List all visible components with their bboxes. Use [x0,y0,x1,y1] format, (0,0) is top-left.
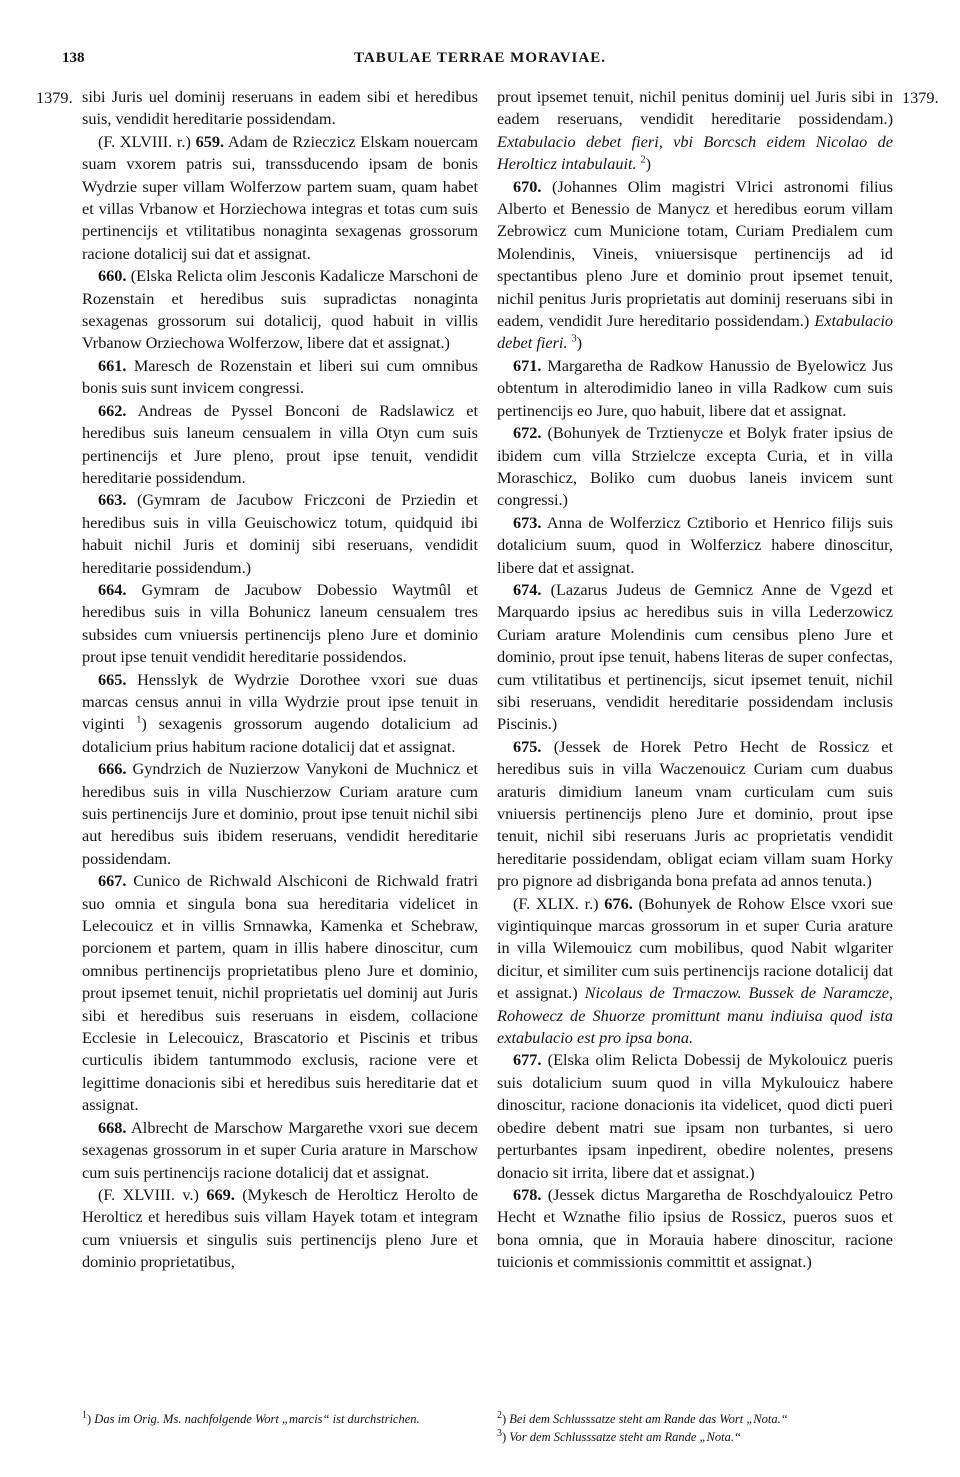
footnote-paren: ) [502,1430,510,1444]
entry-663 [82,489,478,579]
entry-number: 672. [513,423,542,443]
entry-number: 677. [513,1050,542,1070]
margin-year-right: 1379. [902,88,939,107]
entry-669 [82,1184,478,1274]
entry-677 [497,1049,893,1183]
entry-number: 674. [513,579,542,599]
entry-number: 669. [206,1184,235,1204]
entry-text: (Jessek de Horek Petro Hecht de Rossicz et heredibus suis in villa Waczenouicz Curiam cum duabus araturis dimidium laneum vnam curticulam cum suis vniuersis pertinencijs pleno Jure et dominio, prout ipse tenuit, nichil sibi reseruans Juris ac proprietatis vendidit hereditarie possidendam, obligat eciam villam suam Horky pro pignore ad disbriganda bona prefata ad annos tenuta.) [497,736,894,891]
footnotes-right [497,1410,897,1446]
entry-number: 678. [513,1184,542,1204]
right-column [497,86,893,1274]
entry-text: Cunico de Richwald Alschiconi de Richwald fratri suo omnia et singula bona sua hereditaria videlicet in Lelecouicz et in villis Srnnawka, Kamenka et Schebraw, porcionem et partem, quam in illis habere dinoscitur, cum omnibus pertinencijs proprietatibus pleno Jure et dominio, prout ipsemet tenuit, nichil proprietatis uel dominij aut Juris sibi et heredibus suis reseruans in eisdem, collacione Ecclesie in Lelecouicz, Brascatorio et Piscinis et tribus curticulis ibidem tantummodo exclusis, racione vere et legittime donacionis sibi et heredibus suis hereditarie dat et assignat. [82,871,478,1115]
paragraph-continuation [497,86,893,176]
left-column [82,86,478,1274]
entry-661 [82,355,478,400]
page-number: 138 [62,50,85,66]
entry-676 [497,893,893,1050]
entry-text: (Elska olim Relicta Dobessij de Mykolouicz pueris suis dotalicium suum quod in villa Mykulouicz habere dinoscitur, racione donacionis ita videlicet, quod dicti pueri obedire debent matri sue ipsam non turbantes, si uero perturbantes ipsam inpedirent, obedire nolentes, presens donacio sit irrita, libere dat et assignat.) [497,1050,894,1182]
margin-year-left: 1379. [36,88,73,107]
entry-text: Adam de Rzieczicz Elskam nouercam suam vxorem patris sui, transsducendo ipsam de bonis Wydrzie super villam Wolferzow partem suam, quam habet et villas Vrbanow et Horziechowa integras et totas cum suis pertinencijs et vtilitatibus nonaginta sexagenas grossorum racione dotalicij sui dat et assignat. [82,131,478,263]
entry-number: 667. [98,871,127,891]
entry-659 [82,131,478,265]
folio-reference: (F. XLVIII. v.) [98,1184,199,1204]
entry-678 [497,1184,893,1274]
footnote-marker: 2 [640,154,646,166]
entry-number: 660. [98,266,127,286]
entry-666 [82,758,478,870]
editorial-note: Nicolaus de Trmaczow. Bussek de Naramcze, Rohowecz de Shuorze promittunt manu indiuisa quod ista extabulacio est pro ipsa bona. [497,983,893,1048]
footnote-marker: 3 [571,334,577,346]
folio-reference: (F. XLIX. r.) [513,893,599,913]
footnote-marker: 3 [497,1427,502,1439]
entry-number: 663. [98,490,127,510]
entry-text: (Lazarus Judeus de Gemnicz Anne de Vgezd et Marquardo ipsius ac heredibus suis in villa Lederzowicz Curiam arature Molendinis cum censibus pleno Jure et dominio, prout ipse tenuit, habens literas de super confectas, cum vtilitatibus et pertinencijs, sicut ipsemet tenuit, nichil sibi reseruans, vendidit hereditarie possidendam inclusis Piscinis.) [497,579,893,734]
footnote-text: Vor dem Schlusssatze steht am Rande „Nota.“ [509,1430,741,1444]
footnotes-left [82,1410,486,1428]
entry-number: 670. [513,176,542,196]
entry-text: (Elska Relicta olim Jesconis Kadalicze Marschoni de Rozenstain et heredibus suis supradictas nonaginta sexagenas grossorum sui dotalicij, quod habuit in villis Vrbanow Orziechowa Wolferzow, libere dat et assignat.) [82,266,478,353]
folio-reference: (F. XLVIII. r.) [98,131,191,151]
entry-671 [497,355,893,422]
footnote-marker: 1 [82,1409,87,1421]
entry-number: 661. [98,355,127,375]
entry-text: Gyndrzich de Nuzierzow Vanykoni de Muchnicz et heredibus suis in villa Nuschierzow Curiam arature cum suis pertinencijs Jure et dominio, prout ipse tenuit nichil sibi aut heredibus suis ibidem reseruans, vendidit hereditarie possidendam. [82,759,478,868]
closing-paren: ) [645,154,652,174]
paragraph-continuation: sibi Juris uel dominij reseruans in eadem sibi et heredibus suis, vendidit hereditarie possidendam. [82,87,478,129]
entry-text: Albrecht de Marschow Margarethe vxori sue decem sexagenas grossorum in et super Curia arature in Marschow cum suis pertinencijs racione dotalicij dat et assignat. [82,1117,478,1182]
entry-664 [82,579,478,669]
entry-text: (Jessek dictus Margaretha de Roschdyalouicz Petro Hecht et Wznathe filio ipsius de Rossicz, pueros suos et bona omnia, que in Morauia habere dinoscitur, racione tuicionis et commissionis committit et assignat.) [497,1184,893,1272]
entry-text: (Johannes Olim magistri Vlrici astronomi filius Alberto et Benessio de Manycz et heredibus eorum villam Zebrowicz cum Municione totam, Curiam Predialem cum Molendinis, Vineis, vniuersisque pertinencijs ad id spectantibus pleno Jure et dominio prout ipsemet tenuit, nichil penitus Juris proprietatis aut dominij reseruans sibi in eadem, vendidit Jure hereditario possidendam.) [497,176,893,331]
entry-text: ) sexagenis grossorum augendo dotalicium ad dotalicium prius habitum racione dotalicij dat et assignat. [82,714,478,756]
entry-673 [497,512,893,579]
entry-number: 664. [98,579,127,599]
entry-text: Margaretha de Radkow Hanussio de Byelowicz Jus obtentum in alterodimidio laneo in villa Radkow cum suis pertinencijs eo Jure, quo habuit, libere dat et assignat. [497,355,893,420]
entry-662 [82,400,478,490]
editorial-note: Extabulacio debet fieri. [497,311,894,353]
entry-665 [82,669,478,759]
entry-number: 665. [98,669,127,689]
entry-674 [497,579,893,736]
entry-667 [82,870,478,1116]
entry-text: (Bohunyek de Trztienycze et Bolyk frater ipsius de ibidem cum villa Strzielcze excepta Curia, et in villa Moraschicz, Boliko cum duobus laneis invicem sunt congressi.) [497,423,893,510]
footnote-marker: 1 [136,714,142,726]
entry-text: Maresch de Rozenstain et liberi sui cum omnibus bonis suis sunt invicem congressi. [82,355,478,398]
footnote-paren: ) [502,1412,510,1426]
editorial-note: Extabulacio debet fieri, vbi Borcsch eidem Nicolao de Herolticz intabulauit. [497,131,893,174]
entry-text: Hensslyk de Wydrzie Dorothee vxori sue duas marcas census annui in villa Wydrzie prout ipse tenuit in viginti [82,669,478,734]
entry-number: 676. [604,893,633,913]
entry-number: 666. [98,759,127,779]
entry-number: 659. [195,131,225,151]
entry-670 [497,176,893,355]
entry-text: prout ipsemet tenuit, nichil penitus dominij uel Juris sibi in eadem reseruans, vendidit hereditarie possidendam.) [497,87,893,129]
entry-number: 671. [513,355,542,375]
entry-672 [497,422,893,512]
entry-number: 662. [98,400,127,420]
footnote-2 [497,1410,897,1428]
entry-668 [82,1117,478,1184]
entry-text: (Gymram de Jacubow Friczconi de Prziedin et heredibus suis in villa Geuischowicz totum, quidquid ibi habuit nichil Juris et dominij sibi reseruans, vendidit hereditarie possidendum.) [82,490,478,577]
running-title: TABULAE TERRAE MORAVIAE. [354,50,606,66]
entry-number: 673. [513,512,542,532]
footnote-text: Das im Orig. Ms. nachfolgende Wort „marcis“ ist durchstrichen. [94,1412,420,1426]
entry-text: (Mykesch de Herolticz Herolto de Herolticz et heredibus suis villam Hayek totam et integram cum vniuersis et singulis suis pertinencijs pleno Jure et dominio proprietatibus, [82,1184,478,1272]
closing-paren: ) [576,333,583,353]
entry-text: Anna de Wolferzicz Cztiborio et Henrico filijs suis dotalicium suum, quod in Wolferzicz habere dinoscitur, libere dat et assignat. [497,512,893,577]
entry-text: Gymram de Jacubow Dobessio Waytmûl et heredibus suis in villa Bohunicz laneum censualem tres subsides cum vniuersis pertinencijs pleno Jure et dominio prout ipse tenuit vendidit hereditarie possidendos. [82,579,478,667]
entry-675 [497,736,893,893]
footnote-marker: 2 [497,1409,502,1421]
footnote-1 [82,1409,486,1428]
entry-number: 668. [98,1117,127,1137]
footnote-paren: ) [87,1412,95,1426]
footnote-text: Bei dem Schlusssatze steht am Rande das Wort „Nota.“ [509,1412,788,1426]
entry-660 [82,265,478,355]
entry-number: 675. [513,736,542,756]
entry-text: (Bohunyek de Rohow Elsce vxori sue vigintiquinque marcas grossorum in et super Curia arature in villa Wilemouicz cum mobilibus, quod Nabit wlgariter dicitur, et similiter cum suis pertinencijs racione dotalicij dat et assignat.) [497,893,893,1003]
footnote-3 [497,1428,897,1446]
entry-text: Andreas de Pyssel Bonconi de Radslawicz et heredibus suis laneum censualem in villa Otyn cum suis pertinencijs et Jure pleno, prout ipse tenuit, vendidit hereditarie possidendum. [82,400,478,487]
